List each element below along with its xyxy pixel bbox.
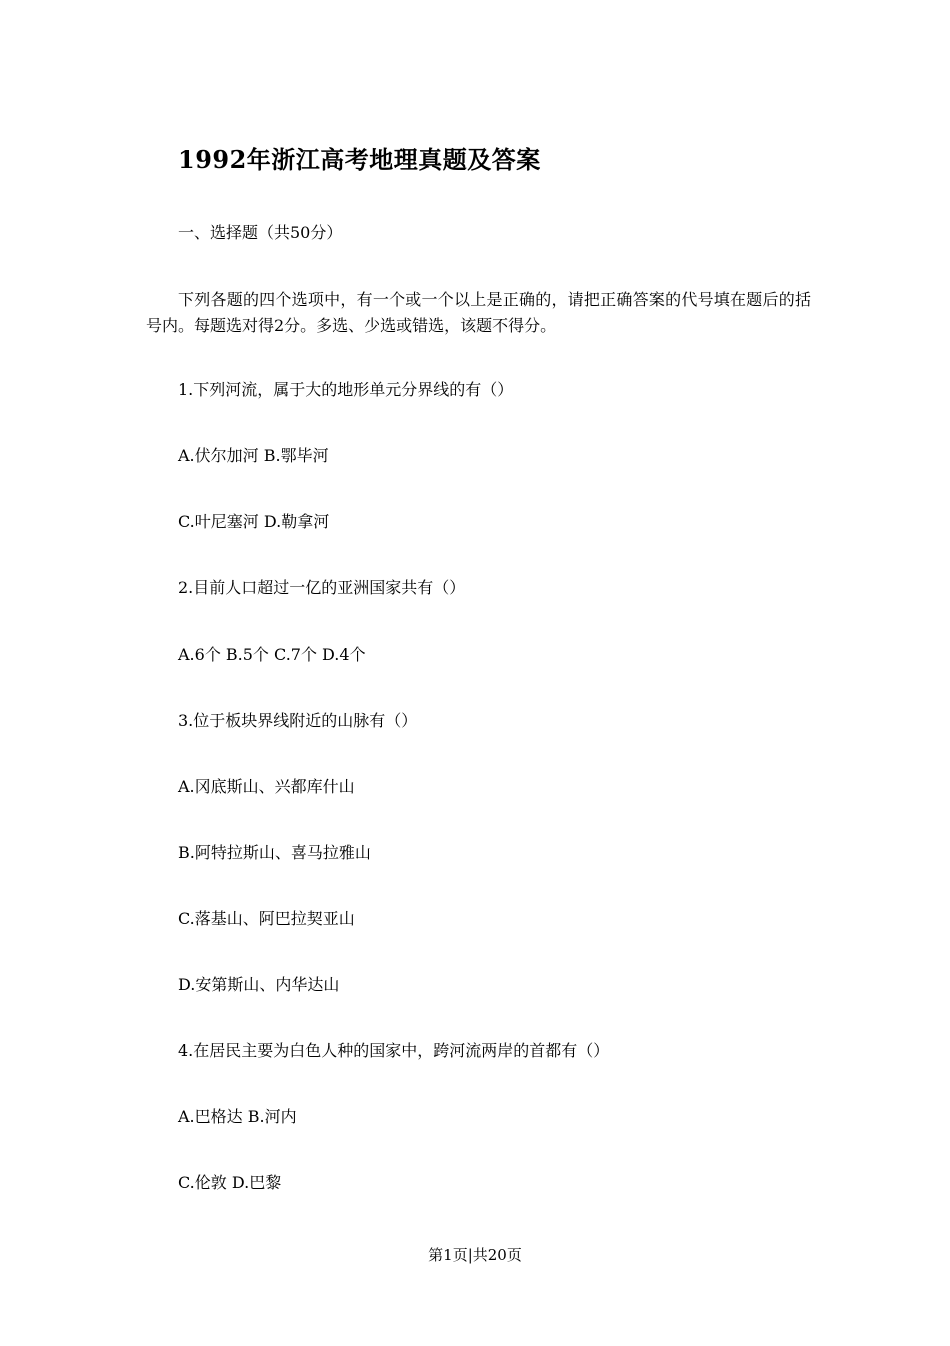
question-1-options-ab: A.伏尔加河 B.鄂毕河 bbox=[178, 446, 329, 465]
question-3-option-d: D.安第斯山、内华达山 bbox=[178, 975, 340, 994]
question-4: 4.在居民主要为白色人种的国家中，跨河流两岸的首都有（） bbox=[178, 1041, 610, 1060]
page-footer: 第1页|共20页 bbox=[428, 1246, 522, 1264]
question-4-options-ab: A.巴格达 B.河内 bbox=[178, 1107, 297, 1126]
question-3-option-a: A.冈底斯山、兴都库什山 bbox=[178, 777, 355, 796]
question-1: 1.下列河流，属于大的地形单元分界线的有（） bbox=[178, 380, 514, 399]
section-heading: 一、选择题（共50分） bbox=[178, 223, 343, 242]
question-4-options-cd: C.伦敦 D.巴黎 bbox=[178, 1173, 282, 1192]
instructions-paragraph: 下列各题的四个选项中，有一个或一个以上是正确的，请把正确答案的代号填在题后的括号内。每题选对得2分。多选、少选或错选，该题不得分。 bbox=[146, 290, 811, 335]
question-3-option-b: B.阿特拉斯山、喜马拉雅山 bbox=[178, 843, 371, 862]
question-3: 3.位于板块界线附近的山脉有（） bbox=[178, 711, 418, 730]
question-2-options: A.6个 B.5个 C.7个 D.4个 bbox=[178, 645, 366, 664]
question-3-option-c: C.落基山、阿巴拉契亚山 bbox=[178, 909, 355, 928]
question-2: 2.目前人口超过一亿的亚洲国家共有（） bbox=[178, 578, 466, 597]
document-title: 1992年浙江高考地理真题及答案 bbox=[178, 145, 541, 174]
question-1-options-cd: C.叶尼塞河 D.勒拿河 bbox=[178, 512, 330, 531]
